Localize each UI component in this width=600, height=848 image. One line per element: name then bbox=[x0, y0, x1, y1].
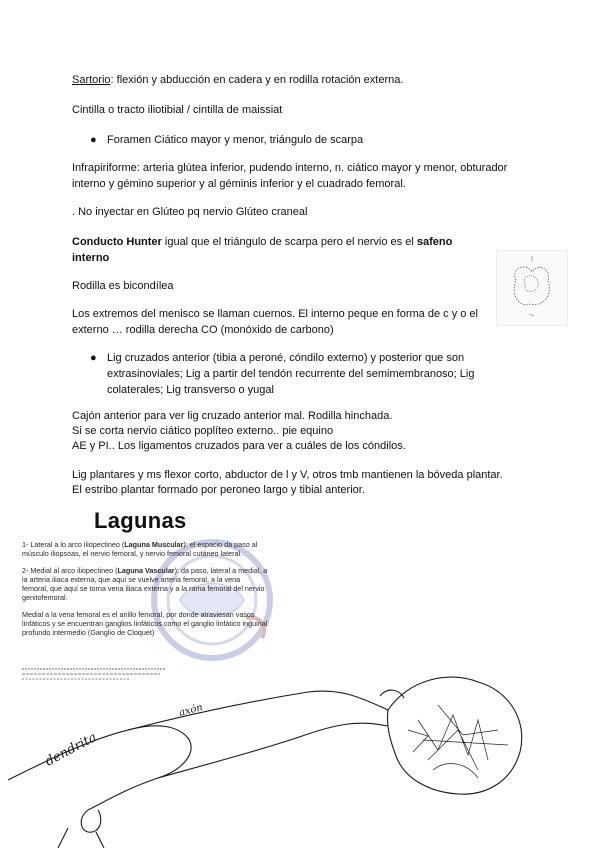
lig-line-1: Lig plantares y ms flexor corto, abductor de l y V, otros tmb mantienen la bóveda plantar. bbox=[72, 469, 503, 481]
cajon-line-1: Cajón anterior para ver lig cruzado anterior mal. Rodilla hinchada. bbox=[72, 410, 393, 422]
laguna-item-1 bbox=[22, 540, 268, 559]
cajon-line-2: Si se corta nervio ciático poplíteo externo.. pie equino bbox=[72, 425, 334, 437]
laguna-2-bold: Laguna Vascular bbox=[117, 565, 175, 575]
no-inyectar-paragraph: . No inyectar en Glúteo pq nervio Glúteo craneal bbox=[72, 206, 308, 218]
neuron-sketch bbox=[8, 660, 568, 848]
bullet-foramen: Foramen Ciático mayor y menor, triángulo de scarpa bbox=[107, 134, 364, 146]
sartorio-paragraph bbox=[72, 72, 512, 88]
bullet-dot: ● bbox=[90, 352, 97, 364]
cajon-line-3: AE y PI.. Los ligamentos cruzados para ver a cuáles de los cóndilos. bbox=[72, 440, 406, 452]
laguna-2-pre: 2- Medial al arco iliopectineo ( bbox=[22, 565, 118, 575]
lagunas-block bbox=[22, 540, 268, 645]
lagunas-heading: Lagunas bbox=[94, 508, 187, 533]
infrapiriforme-paragraph: Infrapiriforme: arteria glútea inferior, pudendo interno, n. ciático mayor y menor, obturador interno y gémino superior y al géminis inferior y el cuadrado femoral. bbox=[72, 162, 508, 190]
laguna-1-post: ): el espacio da paso al músculo iliopsoas, el nervio femoral, y nervio femoral cutáneo lateral. bbox=[22, 540, 258, 559]
cintilla-paragraph: Cintilla o tracto iliotibial / cintilla de maissiat bbox=[72, 104, 283, 116]
dendrite-label: dendrita bbox=[42, 729, 100, 770]
lig-line-2: El estribo plantar formado por peroneo largo y tibial anterior. bbox=[72, 484, 365, 496]
laguna-2-post: ): da paso, lateral a medial, a la arteria iliaca externa, que aquí se vuelve arteria femoral, a la vena femoral, que aquí se torna vena iliaca externa y a la rama femoral del nervio genitofemoral. bbox=[22, 565, 268, 603]
menisco-paragraph: Los extremos del menisco se llaman cuernos. El interno peque en forma de c y o el externo … rodilla derecha CO (monóxido de carbono) bbox=[72, 308, 478, 336]
bullet-dot: ● bbox=[90, 134, 97, 146]
laguna-1-bold: Laguna Muscular bbox=[124, 540, 184, 549]
hunter-bold2: safeno interno bbox=[72, 236, 453, 264]
knee-sketch-image bbox=[496, 250, 568, 326]
laguna-item-3: Medial a la vena femoral es el anillo femoral, por donde atraviesan vasos linfáticos y se encuentran ganglios linfáticos como el ganglio linfático inguinal profundo intermedio (Ganglio de Cloquet) bbox=[22, 609, 268, 638]
hunter-paragraph bbox=[72, 234, 482, 266]
bullet-ligamentos: Lig cruzados anterior (tibia a peroné, cóndilo externo) y posterior que son extrasinoviales; Lig a partir del tendón recurrente del semimembranoso; Lig colaterales; Lig transverso o yugal bbox=[107, 352, 475, 396]
sartorio-label: Sartorio bbox=[72, 74, 111, 86]
hunter-text: igual que el triángulo de scarpa pero el nervio es el bbox=[161, 236, 417, 248]
hunter-bold: Conducto Hunter bbox=[72, 236, 162, 248]
laguna-item-2 bbox=[22, 566, 268, 603]
sartorio-text: : flexión y abducción en cadera y en rodilla rotación externa. bbox=[110, 74, 404, 86]
rodilla-paragraph: Rodilla es bicondílea bbox=[72, 280, 174, 292]
axon-label: axón bbox=[177, 702, 205, 719]
laguna-1-pre: 1- Lateral a lo arco iliopectineo ( bbox=[22, 540, 125, 549]
